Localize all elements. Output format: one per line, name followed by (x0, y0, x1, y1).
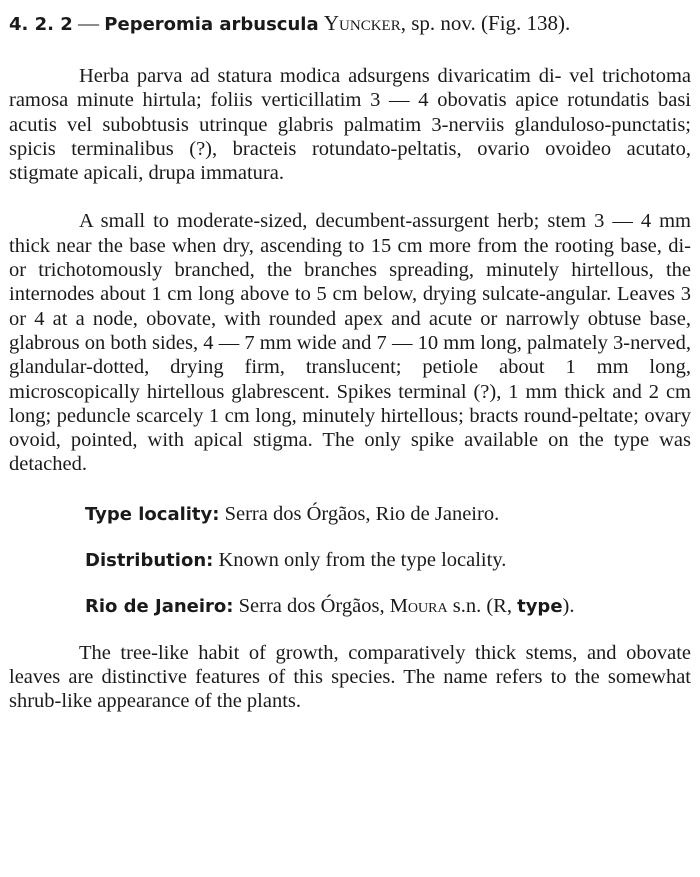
section-number: 4. 2. 2 (9, 14, 73, 35)
distribution-line (9, 548, 691, 573)
distribution-label: Distribution: (85, 549, 214, 571)
specimen-close: ). (562, 594, 575, 617)
specimen-locality: Serra dos Órgãos, (233, 594, 390, 617)
latin-diagnosis: Herba parva ad statura modica adsurgens divaricatim di- vel trichotoma ramosa minute hirtula; foliis verticillatim 3 — 4 obovatis apice rotundatis basi acutis vel subobtusis utrinque glabris palmatim 3-nerviis glanduloso-punctatis; spicis terminalibus (?), bracteis rotundato-peltatis, ovario ovoideo acutato, stigmate apicali, drupa immatura. (9, 65, 691, 185)
closing-remarks: The tree-like habit of growth, comparatively thick stems, and obovate leaves are distinctive features of this species. The name refers to the somewhat shrub-like appearance of the plants. (9, 641, 691, 713)
specimen-collector: Moura (389, 594, 448, 617)
figure-reference: (Fig. 138). (481, 11, 571, 35)
specimen-line (9, 594, 691, 619)
species-account (9, 8, 691, 714)
specimen-region-label: Rio de Janeiro: (85, 595, 234, 617)
heading-dash: — (78, 11, 100, 35)
species-author: Yuncker (323, 11, 401, 35)
species-status: , sp. nov. (400, 11, 476, 35)
specimen-number: s.n. (R, (447, 594, 518, 617)
type-locality-value: Serra dos Órgãos, Rio de Janeiro. (219, 502, 500, 525)
species-heading (9, 8, 691, 40)
species-name: Peperomia arbuscula (104, 14, 319, 35)
type-locality-label: Type locality: (85, 503, 220, 525)
specimen-type-word: type (517, 595, 563, 617)
english-description: A small to moderate-sized, decumbent-assurgent herb; stem 3 — 4 mm thick near the base when dry, ascending to 15 cm more from the rooting base, di- or trichotomously branched, the branches spreading, minutely hirtellous, the internodes about 1 cm long above to 5 cm below, drying sulcate-angular. Leaves 3 or 4 at a node, obovate, with rounded apex and acute or narrowly obtuse base, glabrous on both sides, 4 — 7 mm wide and 7 — 10 mm long, palmately 3-nerved, glandular-dotted, drying firm, translucent; petiole about 1 mm long, microscopically hirtellous glabrescent. Spikes terminal (?), 1 mm thick and 2 cm long; peduncle scarcely 1 cm long, minutely hirtellous; bracts round-peltate; ovary ovoid, pointed, with apical stigma. The only spike available on the type was detached. (9, 210, 691, 476)
distribution-value: Known only from the type locality. (213, 548, 507, 571)
type-locality-line (9, 502, 691, 527)
